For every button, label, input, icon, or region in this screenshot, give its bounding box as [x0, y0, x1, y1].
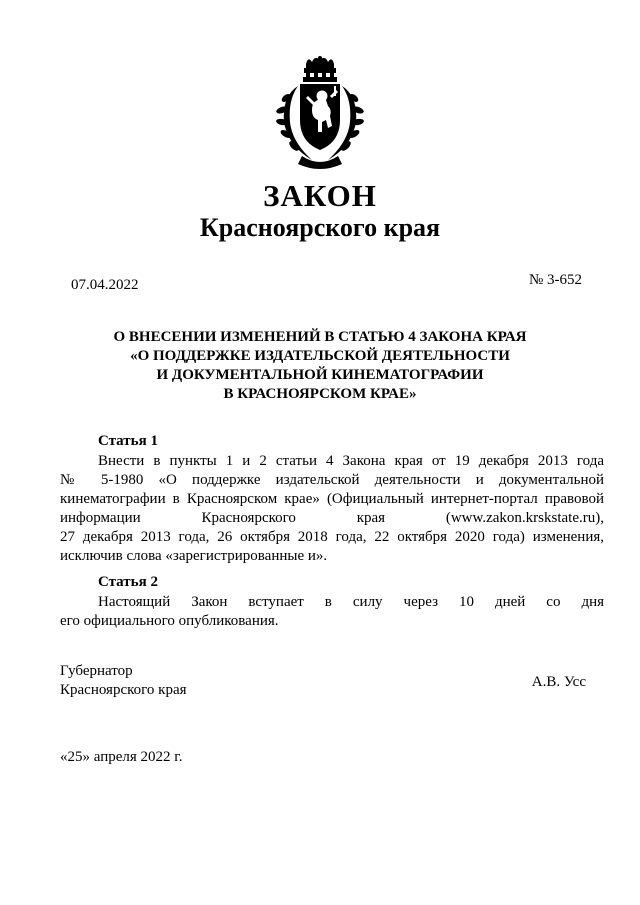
- article-1-line: № 5-1980 «О поддержке издательской деятельности и документальной: [60, 472, 604, 488]
- law-heading: [0, 328, 640, 404]
- document-issuer-subtitle: Красноярского края: [199, 213, 441, 242]
- article-2-title: Статья 2: [98, 574, 158, 590]
- article-1-line: кинематографии в Красноярском крае» (Официальный интернет-портал правовой: [60, 491, 604, 507]
- article-1-text: [60, 452, 604, 566]
- signatory-position-line: Красноярского края: [60, 682, 187, 698]
- signatory-position: [60, 662, 187, 700]
- signatory-name: А.В. Усс: [531, 674, 586, 690]
- law-heading-line: В КРАСНОЯРСКОМ КРАЕ»: [223, 386, 417, 402]
- article-1-line: исключив слова «зарегистрированные и».: [60, 548, 328, 564]
- law-heading-line: О ВНЕСЕНИИ ИЗМЕНЕНИЙ В СТАТЬЮ 4 ЗАКОНА КРАЯ: [113, 329, 527, 345]
- law-heading-line: «О ПОДДЕРЖКЕ ИЗДАТЕЛЬСКОЙ ДЕЯТЕЛЬНОСТИ: [130, 348, 510, 364]
- article-1-title: Статья 1: [98, 433, 158, 449]
- document-number: № 3-652: [528, 272, 582, 288]
- document-type-title: ЗАКОН: [263, 178, 377, 213]
- law-heading-line: И ДОКУМЕНТАЛЬНОЙ КИНЕМАТОГРАФИИ: [156, 367, 484, 383]
- article-2-text: [60, 593, 604, 631]
- article-2-line: Настоящий Закон вступает в силу через 10 дней со дня: [98, 594, 604, 610]
- article-1-line: 27 декабря 2013 года, 26 октября 2018 года, 22 октября 2020 года) изменения,: [60, 529, 604, 545]
- article-2-line: его официального опубликования.: [60, 613, 279, 629]
- coat-of-arms-icon: [272, 56, 368, 174]
- document-date: 07.04.2022: [71, 277, 139, 293]
- signatory-position-line: Губернатор: [60, 663, 133, 679]
- article-1-line: информации Красноярского края (www.zakon.krskstate.ru),: [60, 510, 604, 526]
- signing-date: «25» апреля 2022 г.: [60, 749, 183, 765]
- article-1-line: Внести в пункты 1 и 2 статьи 4 Закона края от 19 декабря 2013 года: [98, 453, 604, 469]
